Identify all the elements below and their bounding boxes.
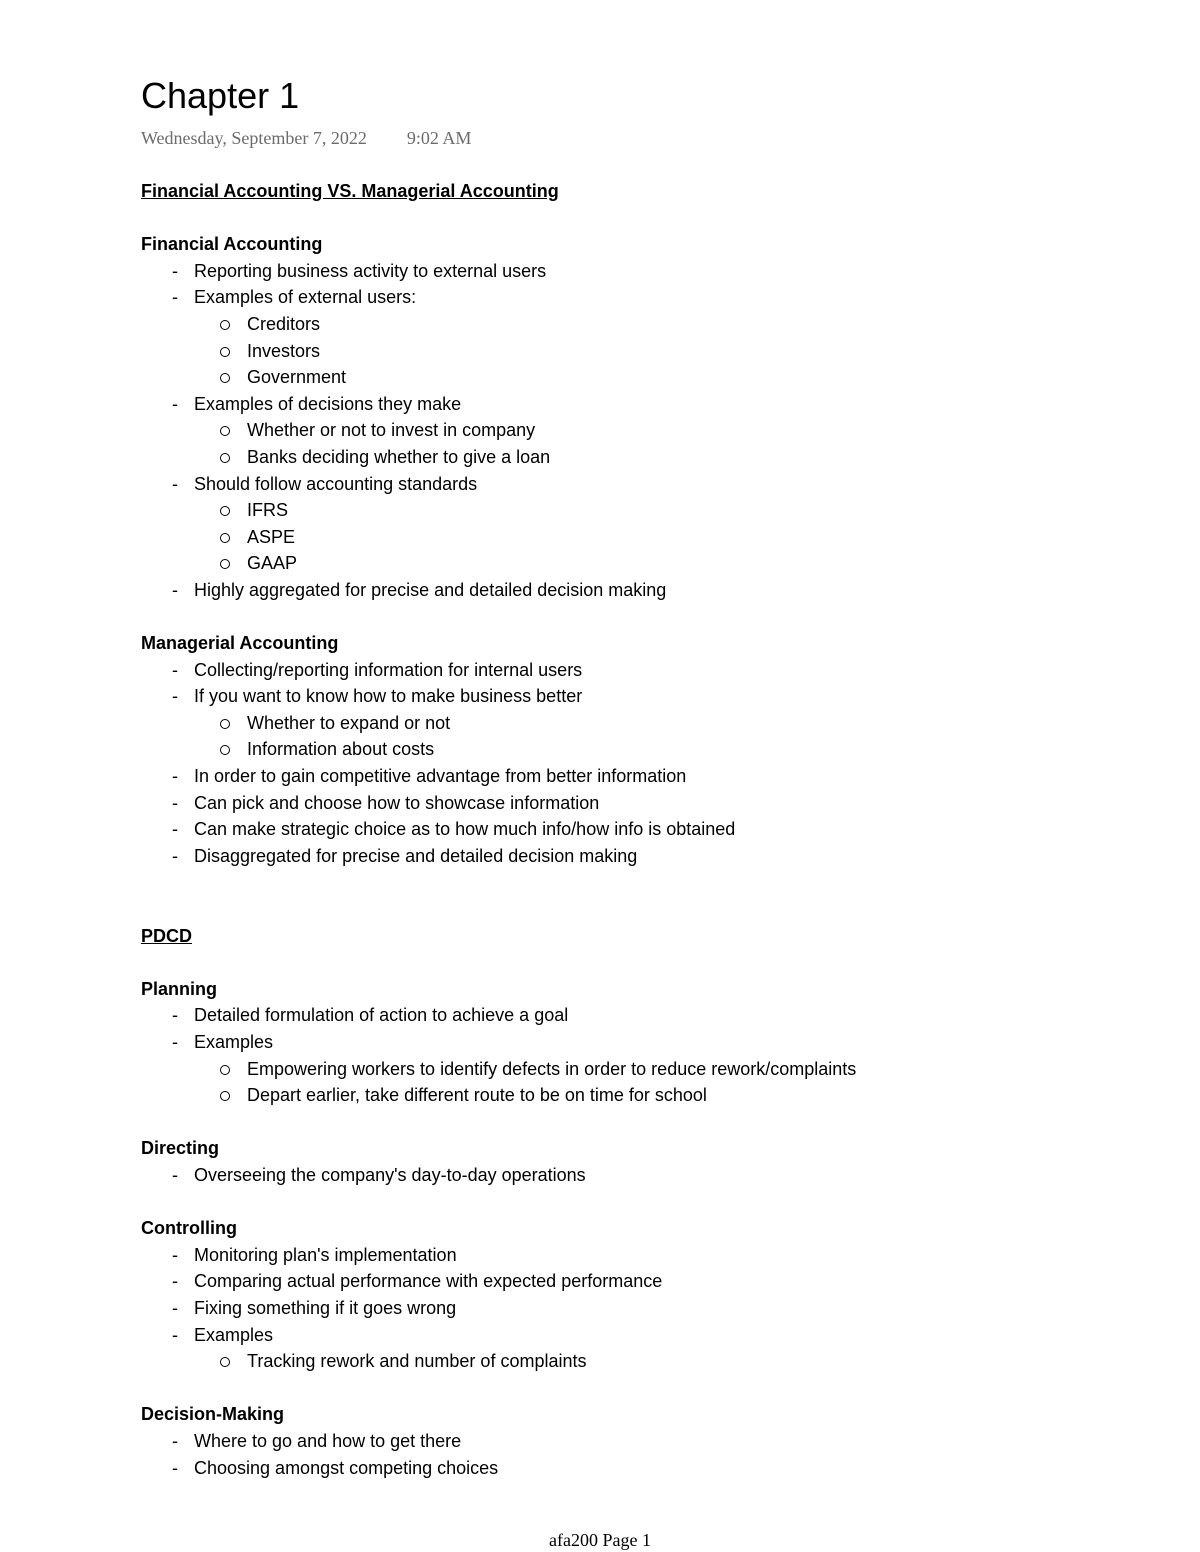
circle-bullet-icon	[220, 719, 230, 729]
dash-bullet: -	[172, 287, 178, 308]
bullet-item: - Detailed formulation of action to achieve a goal	[141, 1002, 1141, 1029]
circle-bullet-icon	[220, 559, 230, 569]
subheading-decision-making: Decision-Making	[141, 1404, 285, 1425]
dash-bullet: -	[172, 1430, 178, 1451]
circle-bullet-icon	[220, 453, 230, 463]
bullet-item: - Overseeing the company's day-to-day operations	[141, 1162, 1141, 1189]
sub-bullet-item: Information about costs	[141, 736, 1141, 763]
dash-bullet: -	[172, 1005, 178, 1026]
dash-bullet: -	[172, 1457, 178, 1478]
bullet-item: - Should follow accounting standards	[141, 471, 1141, 498]
bullet-item: - Disaggregated for precise and detailed decision making	[141, 843, 1141, 870]
bullet-item: - In order to gain competitive advantage from better information	[141, 763, 1141, 790]
bullet-item: - Choosing amongst competing choices	[141, 1455, 1141, 1482]
dash-bullet: -	[172, 1324, 178, 1345]
sub-bullet-item: Government	[141, 364, 1141, 391]
circle-bullet-icon	[220, 320, 230, 330]
time-text: 9:02 AM	[406, 128, 472, 148]
circle-bullet-icon	[220, 1091, 230, 1101]
bullet-item: - Can pick and choose how to showcase information	[141, 790, 1141, 817]
bullet-item: - Examples of decisions they make	[141, 391, 1141, 418]
date-text: Wednesday, September 7, 2022	[141, 128, 367, 148]
circle-bullet-icon	[220, 373, 230, 383]
timestamp	[141, 126, 471, 150]
subheading-financial: Financial Accounting	[141, 234, 323, 255]
bullet-item: - Reporting business activity to external users	[141, 258, 1141, 285]
dash-bullet: -	[172, 579, 178, 600]
dash-bullet: -	[172, 1032, 178, 1052]
bullet-item: - Where to go and how to get there	[141, 1428, 1141, 1455]
sub-bullet-item: GAAP	[141, 550, 1141, 577]
subheading-directing: Directing	[141, 1138, 220, 1159]
sub-bullet-item: Whether or not to invest in company	[141, 417, 1141, 444]
dash-bullet: -	[172, 1271, 178, 1292]
circle-bullet-icon	[220, 533, 230, 543]
bullet-item: - Fixing something if it goes wrong	[141, 1295, 1141, 1322]
circle-bullet-icon	[220, 1065, 230, 1075]
circle-bullet-icon	[220, 745, 230, 755]
bullet-item: - Examples of external users:	[141, 284, 1141, 311]
subheading-controlling: Controlling	[141, 1218, 237, 1239]
dash-bullet: -	[172, 1164, 178, 1185]
dash-bullet: -	[172, 260, 178, 281]
circle-bullet-icon	[220, 506, 230, 516]
subheading-managerial: Managerial Accounting	[141, 633, 339, 654]
circle-bullet-icon	[220, 1357, 230, 1367]
dash-bullet: -	[172, 686, 178, 707]
bullet-item: - Monitoring plan's implementation	[141, 1242, 1141, 1269]
dash-bullet: -	[172, 393, 178, 414]
dash-bullet: -	[172, 766, 178, 787]
sub-bullet-item: Creditors	[141, 311, 1141, 338]
sub-bullet-item: IFRS	[141, 497, 1141, 524]
sub-bullet-item: ASPE	[141, 524, 1141, 551]
sub-bullet-item: Banks deciding whether to give a loan	[141, 444, 1141, 471]
dash-bullet: -	[172, 845, 178, 866]
section-title: PDCD	[141, 925, 193, 946]
bullet-item: - Highly aggregated for precise and detailed decision making	[141, 577, 1141, 604]
dash-bullet: -	[172, 1297, 178, 1318]
dash-bullet: -	[172, 792, 178, 813]
bullet-item: - Examples	[141, 1322, 1141, 1349]
sub-bullet-item: Tracking rework and number of complaints	[141, 1348, 1141, 1375]
dash-bullet: -	[172, 473, 178, 494]
subheading-planning: Planning	[141, 978, 217, 999]
section-title: Financial Accounting VS. Managerial Accounting	[141, 181, 559, 201]
sub-bullet-item: Depart earlier, take different route to be on time for school	[141, 1082, 1141, 1109]
circle-bullet-icon	[220, 426, 230, 436]
bullet-item: - Comparing actual performance with expected performance	[141, 1268, 1141, 1295]
bullet-item: - Collecting/reporting information for internal users	[141, 657, 1141, 684]
bullet-item: - Examples	[141, 1029, 1141, 1056]
sub-bullet-item: Whether to expand or not	[141, 710, 1141, 737]
circle-bullet-icon	[220, 347, 230, 357]
note-body	[141, 178, 1141, 1481]
dash-bullet: -	[172, 1244, 178, 1265]
page-footer: afa200 Page 1	[549, 1530, 651, 1550]
sub-bullet-item: Investors	[141, 338, 1141, 365]
page-title: Chapter 1	[141, 75, 300, 116]
bullet-item: - Can make strategic choice as to how much info/how info is obtained	[141, 816, 1141, 843]
dash-bullet: -	[172, 659, 178, 680]
bullet-item: - If you want to know how to make business better	[141, 683, 1141, 710]
sub-bullet-item: Empowering workers to identify defects in order to reduce rework/complaints	[141, 1056, 1141, 1083]
dash-bullet: -	[172, 819, 178, 840]
